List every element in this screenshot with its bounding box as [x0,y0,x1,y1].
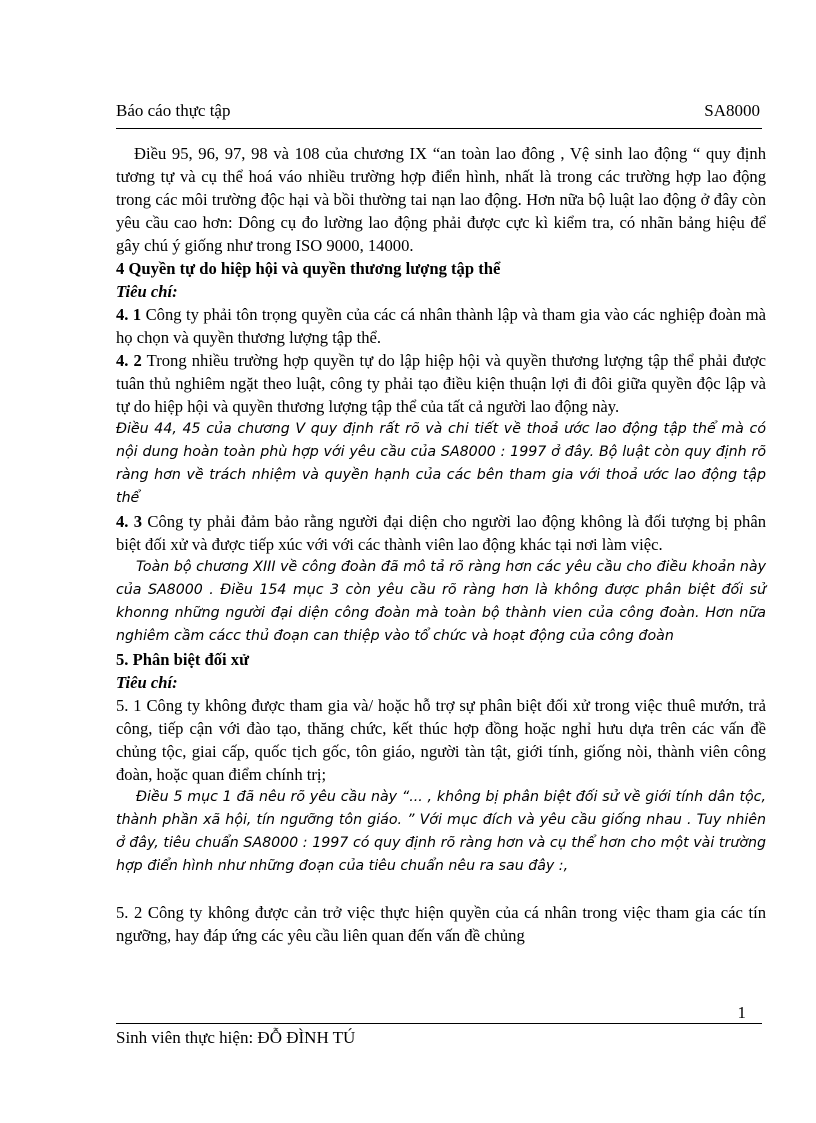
criteria-label-5: Tiêu chí: [116,673,178,692]
clause-4-2-number: 4. 2 [116,351,142,370]
header-title: Báo cáo thực tập [116,101,231,120]
note-4-2: Điều 44, 45 của chương V quy định rất rõ và chi tiết về thoả ước lao động tập thể mà có nội dung hoàn toàn phù hợp với yêu cầu của SA8000 : 1997 ở đây. Bộ luật còn quy định rõ ràng hơn về trách nhiệm và quyền hạnh của các bên tham gia với thoả ước lao động tập thể [116,421,766,506]
document-body [116,142,766,947]
criteria-label-4: Tiêu chí: [116,282,178,301]
page-header [116,98,762,129]
clause-4-1 [116,303,766,349]
clause-4-2-text: Trong nhiều trường hợp quyền tự do lập hiệp hội và quyền thương lượng tập thể phải được tuân thủ nghiêm ngặt theo luật, công ty phải tạo điều kiện thuận lợi đi đôi giữa quyền độc lập và tự do hiệp hội và quyền thương lượng tập thể của tất cả người lao động này. [116,351,767,416]
note-5-1: Điều 5 mục 1 đã nêu rõ yêu cầu này “... , không bị phân biệt đối sử về giới tính dân tộc, thành phần xã hội, tín ngưỡng tôn giáo. ” Với mục đích và yêu cầu giống nhau . Tuy nhiên ở đây, tiêu chuẩn SA8000 : 1997 có quy định rõ ràng hơn và cụ thể hơn cho một vài trường hợp điển hình như những đoạn của tiêu chuẩn nêu ra sau đây :, [116,789,766,874]
clause-5-2: 5. 2 Công ty không được cản trở việc thực hiện quyền của cá nhân trong việc tham gia các tín ngưỡng, hay đáp ứng các yêu cầu liên quan đến vấn đề chủng [116,903,766,945]
clause-4-3-text: Công ty phải đảm bảo rằng người đại diện cho người lao động không là đối tượng bị phân biệt đối xử và được tiếp xúc với với các thành viên lao động khác tại nơi làm việc. [116,512,767,554]
paragraph-article-95: Điều 95, 96, 97, 98 và 108 của chương IX “an toàn lao đông , Vệ sinh lao động “ quy định tương tự và cụ thể hoá váo nhiều trường hợp điển hình, nhất là trong các trường hợp lao động trong các môi trường độc hại và bồi thường tai nạn lao động. Hơn nữa bộ luật lao động ở đây còn yêu cầu cao hơn: Dông cụ đo lường lao động phải được cực kì kiểm tra, có nhãn bảng hiệu để gây chú ý giống như trong ISO 9000, 14000. [116,144,766,255]
note-4-3: Toàn bộ chương XIII về công đoàn đã mô tả rõ ràng hơn các yêu cầu cho điều khoản này của SA8000 . Điều 154 mục 3 còn yêu cầu rõ ràng hơn là không được phân biệt đối sử khonng những người đại diện công đoàn mà toàn bộ thành vien của công đoàn. Hơn nữa nghiêm cầm cácc thủ đoạn can thiệp vào tổ chức và hoạt động của công đoàn [116,559,766,644]
clause-5-1: 5. 1 Công ty không được tham gia và/ hoặc hỗ trợ sự phân biệt đối xử trong việc thuê mướn, trả công, tiếp cận với đào tạo, thăng chức, kết thúc hợp đồng hoặc nghỉ hưu dựa trên các vấn đề chủng tộc, giai cấp, quốc tịch gốc, tôn giáo, người tàn tật, giới tính, giống nòi, thành viên công đoàn, hoặc quan điểm chính trị; [116,696,766,784]
page-footer: Sinh viên thực hiện: ĐỖ ĐÌNH TÚ [116,1028,356,1047]
clause-4-2 [116,349,766,418]
header-code: SA8000 [704,101,760,120]
footer-divider [116,1023,762,1024]
blank-line [116,878,766,901]
clause-4-1-text: Công ty phải tôn trọng quyền của các cá nhân thành lập và tham gia vào các nghiệp đoàn mà họ chọn và quyền thương lượng tập thể. [116,305,766,347]
section-4-heading: 4 Quyền tự do hiệp hội và quyền thương lượng tập thể [116,259,501,278]
clause-4-3 [116,510,766,556]
page-number: 1 [737,1003,746,1022]
clause-4-1-number: 4. 1 [116,305,142,324]
section-5-heading: 5. Phân biệt đối xử [116,650,250,669]
clause-4-3-number: 4. 3 [116,512,143,531]
